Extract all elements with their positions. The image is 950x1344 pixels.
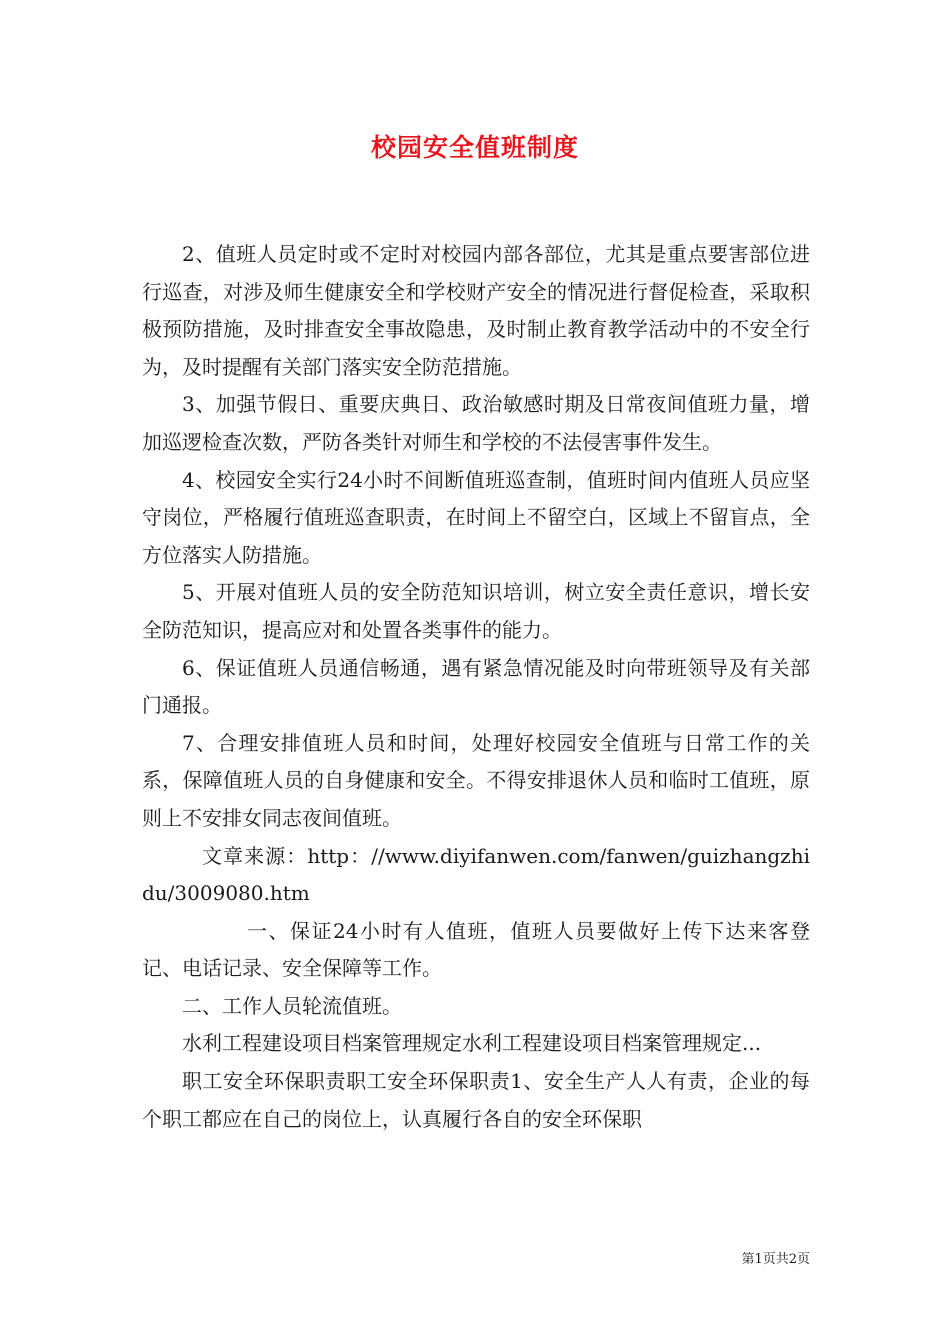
paragraph-section-2: 二、工作人员轮流值班。	[182, 993, 402, 1018]
paragraph-item-3: 3、加强节假日、重要庆典日、政治敏感时期及日常夜间值班力量，增加巡逻检查次数，严防各类针对师生和学校的不法侵害事件发生。	[142, 392, 810, 454]
paragraph-section-1: 一、保证24小时有人值班，值班人员要做好上传下达来客登记、电话记录、安全保障等工作。	[142, 918, 810, 981]
related-article-text: 水利工程建设项目档案管理规定水利工程建设项目档案管理规定...	[182, 1031, 762, 1056]
paragraph-item-7: 7、合理安排值班人员和时间，处理好校园安全值班与日常工作的关系，保障值班人员的自身健康和安全。不得安排退休人员和临时工值班，原则上不安排女同志夜间值班。	[142, 730, 810, 830]
document-title: 校园安全值班制度	[370, 133, 579, 162]
paragraph-item-6: 6、保证值班人员通信畅通，遇有紧急情况能及时向带班领导及有关部门通报。	[142, 655, 810, 718]
paragraph-item-5: 5、开展对值班人员的安全防范知识培训，树立安全责任意识，增长安全防范知识，提高应对和处置各类事件的能力。	[142, 580, 810, 642]
page-indicator: 第1页共2页	[741, 1252, 810, 1267]
related-article-text-2: 职工安全环保职责职工安全环保职责1、安全生产人人有责，企业的每个职工都应在自己的岗位上，认真履行各自的安全环保职	[142, 1069, 810, 1131]
paragraph-item-4: 4、校园安全实行24小时不间断值班巡查制，值班时间内值班人员应坚守岗位，严格履行值班巡查职责，在时间上不留空白，区域上不留盲点，全方位落实人防措施。	[142, 467, 810, 567]
document-body	[142, 236, 810, 1138]
source-link-text: 文章来源：http：//www.diyifanwen.com/fanwen/guizhangzhidu/3009080.htm	[142, 843, 810, 906]
paragraph-item-2: 2、值班人员定时或不定时对校园内部各部位，尤其是重点要害部位进行巡查，对涉及师生健康安全和学校财产安全的情况进行督促检查，采取积极预防措施，及时排查安全事故隐患，及时制止教育教学活动中的不安全行为，及时提醒有关部门落实安全防范措施。	[142, 242, 810, 379]
